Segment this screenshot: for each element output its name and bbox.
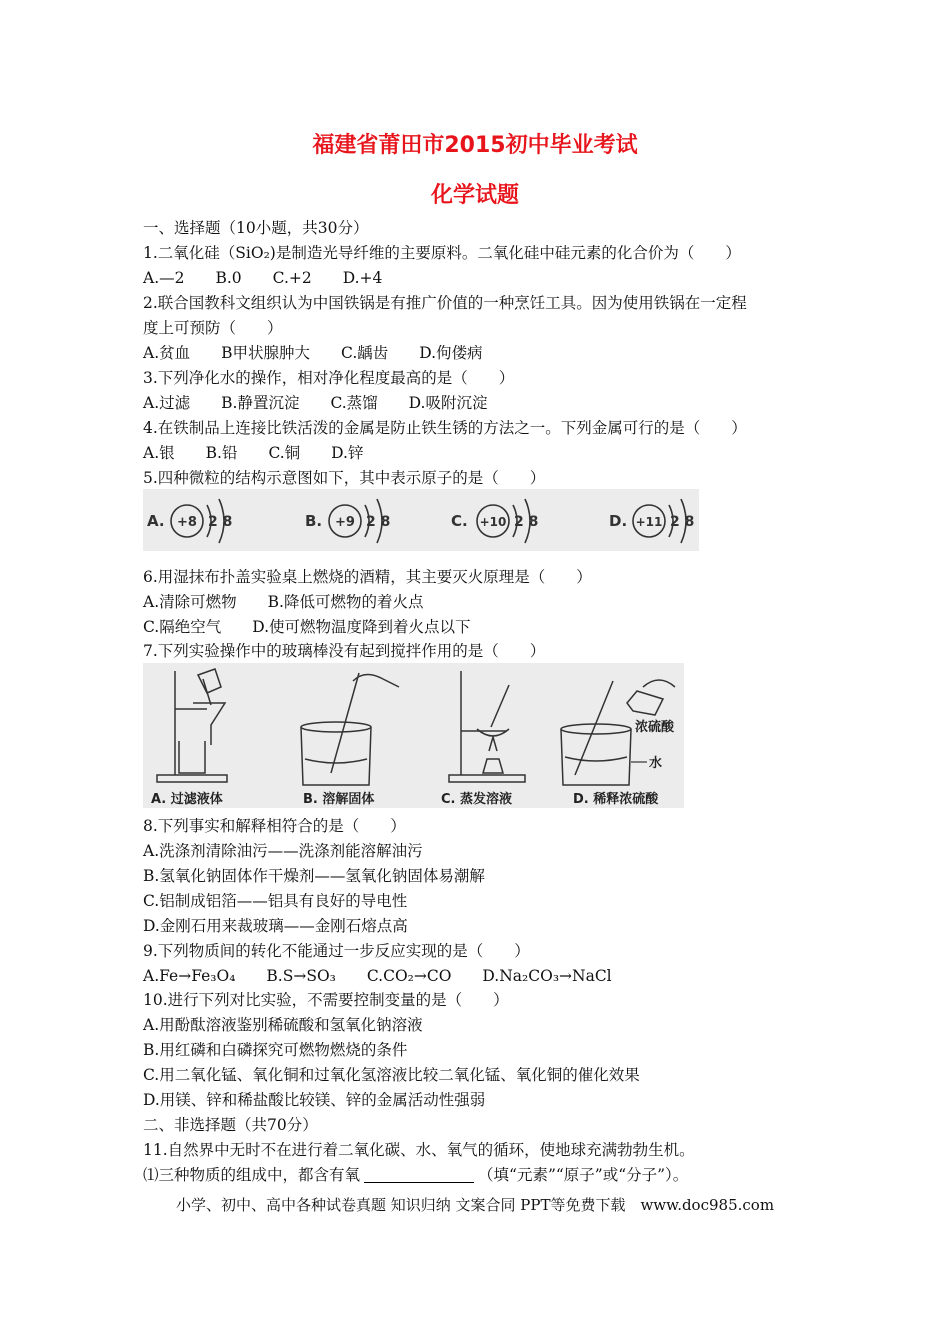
question-options: A.银 B.铅 C.铜 D.锌 [143,444,364,462]
section-heading: 二、非选择题（共70分） [143,1116,318,1134]
electron-shells: 2 8 [670,514,695,530]
question-options: A.用酚酞溶液鉴别稀硫酸和氢氧化钠溶液 [143,1016,423,1034]
atom-diagram-d [609,499,694,543]
nucleus-charge: +10 [479,515,507,529]
caption-a: A. 过滤液体 [151,792,223,807]
question-stem: 5.四种微粒的结构示意图如下，其中表示原子的是（ ） [143,469,546,487]
exam-subtitle: 化学试题 [430,183,519,208]
question-stem: 10.进行下列对比实验，不需要控制变量的是（ ） [143,991,509,1009]
question-options: D.用镁、锌和稀盐酸比较镁、锌的金属活动性强弱 [143,1091,486,1109]
atom-diagram-a [147,499,232,543]
atom-structure-figure [143,489,699,551]
question-options: C.隔绝空气 D.使可燃物温度降到着火点以下 [143,618,471,636]
section-heading: 一、选择题（10小题，共30分） [143,219,369,237]
label-concentrated-acid: 浓硫酸 [635,720,675,735]
electron-shells: 2 8 [366,514,391,530]
q11-part1-prefix: ⑴三种物质的组成中，都含有氧 [143,1166,361,1184]
question-options: A.Fe→Fe₃O₄ B.S→SO₃ C.CO₂→CO D.Na₂CO₃→NaCl [143,967,612,985]
option-letter: C. [451,512,468,530]
question-stem: 4.在铁制品上连接比铁活泼的金属是防止铁生锈的方法之一。下列金属可行的是（ ） [143,419,747,437]
nucleus-charge: +11 [635,515,663,529]
question-options: B.氢氧化钠固体作干燥剂——氢氧化钠固体易潮解 [143,867,485,885]
question-stem: 度上可预防（ ） [143,319,283,337]
question-stem: 6.用湿抹布扑盖实验桌上燃烧的酒精，其主要灭火原理是（ ） [143,568,592,586]
nucleus-charge: +8 [177,515,197,530]
question-stem: 1.二氧化硅（SiO₂)是制造光导纤维的主要原料。二氧化硅中硅元素的化合价为（ ） [143,244,741,262]
filtering-apparatus [157,669,227,782]
q11-part1-suffix: （填“元素”“原子”或“分子”）。 [478,1166,689,1184]
caption-c: C. 蒸发溶液 [441,792,513,807]
lab-operations-figure [143,663,684,808]
label-water: 水 [649,756,663,771]
question-stem: 2.联合国教科文组织认为中国铁锅是有推广价值的一种烹饪工具。因为使用铁锅在一定程 [143,294,747,312]
electron-shells: 2 8 [208,514,233,530]
question-options: B.用红磷和白磷探究可燃物燃烧的条件 [143,1041,408,1059]
question-11-part-1 [143,1165,688,1185]
question-options: A.洗涤剂清除油污——洗涤剂能溶解油污 [143,842,423,860]
option-letter: B. [305,512,323,530]
question-options: D.金刚石用来裁玻璃——金刚石熔点高 [143,917,408,935]
caption-b: B. 溶解固体 [303,792,375,807]
atom-diagram-c [451,499,538,543]
question-options: A.过滤 B.静置沉淀 C.蒸馏 D.吸附沉淀 [143,394,488,412]
question-stem: 11.自然界中无时不在进行着二氧化碳、水、氧气的循环，使地球充满勃勃生机。 [143,1141,695,1159]
question-options: A.贫血 B甲状腺肿大 C.龋齿 D.佝偻病 [143,344,483,362]
page-footer: 小学、初中、高中各种试卷真题 知识归纳 文案合同 PPT等免费下载 www.doc985.com [175,1196,775,1214]
question-options: C.铝制成铝箔——铝具有良好的导电性 [143,892,408,910]
question-stem: 9.下列物质间的转化不能通过一步反应实现的是（ ） [143,942,530,960]
question-options: A.清除可燃物 B.降低可燃物的着火点 [143,593,424,611]
answer-blank[interactable] [364,1166,474,1183]
caption-d: D. 稀释浓硫酸 [573,792,659,807]
atom-diagram-b [305,499,390,543]
dissolving-apparatus [301,673,399,785]
electron-shells: 2 8 [514,514,539,530]
question-options: C.用二氧化锰、氧化铜和过氧化氢溶液比较二氧化锰、氧化铜的催化效果 [143,1066,640,1084]
option-letter: D. [609,512,628,530]
question-stem: 8.下列事实和解释相符合的是（ ） [143,817,406,835]
evaporation-apparatus [449,671,525,782]
nucleus-charge: +9 [335,515,355,530]
option-letter: A. [147,512,165,530]
question-options: A.—2 B.0 C.+2 D.+4 [143,269,383,287]
question-stem: 7.下列实验操作中的玻璃棒没有起到搅拌作用的是（ ） [143,642,546,660]
question-stem: 3.下列净化水的操作，相对净化程度最高的是（ ） [143,369,515,387]
exam-title: 福建省莆田市2015初中毕业考试 [312,133,638,158]
